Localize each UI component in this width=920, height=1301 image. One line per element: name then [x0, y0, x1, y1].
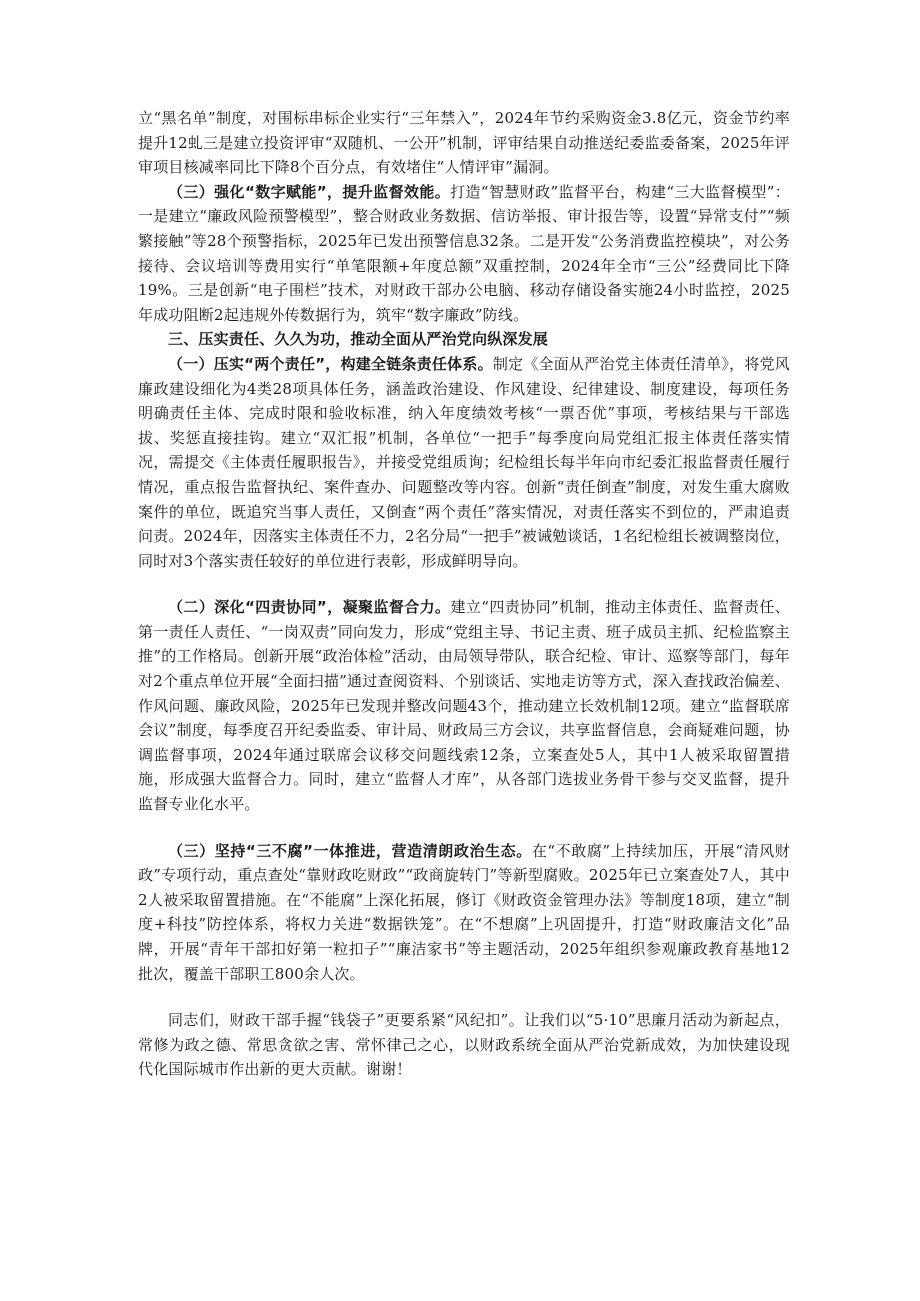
paragraph-body: 打造“智慧财政”监督平台，构建“三大监督模型”：一是建立“廉政风险预警模型”，整合财政业务数据、信访举报、审计报告等，设置“异常支付”“频繁接触”等28个预警指标，2025年已发出预警信息32条。二是开发“公务消费监控模块”，对公务接待、会议培训等费用实行“单笔限额+年度总额”双重控制，2024年全市“三公”经费同比下降19%。三是创新“电子围栏”技术，对财政干部办公电脑、移动存储设备实施24小时监控，2025年成功阻断2起违规外传数据行为，筑牢“数字廉政”防线。 [138, 182, 790, 324]
paragraph-continuation: 立“黑名单”制度，对围标串标企业实行“三年禁入”，2024年节约采购资金3.8亿元，资金节约率提升12虬三是建立投资评审“双随机、一公开”机制，评审结果自动推送纪委监委备案，2025年评审项目核减率同比下降8个百分点，有效堵住“人情评审”漏洞。 [138, 109, 790, 177]
paragraph-body: 制定《全面从严治党主体责任清单》，将党风廉政建设细化为4类28项具体任务，涵盖政治建设、作风建设、纪律建设、制度建设，每项任务明确责任主体、完成时限和验收标准，纳入年度绩效考核“一票否优”事项，考核结果与干部选拔、奖惩直接挂钩。建立“双汇报”机制，各单位“一把手”每季度向局党组汇报主体责任落实情况，需提交《主体责任履职报告》，并接受党组质询；纪检组长每半年向市纪委汇报监督责任履行情况，重点报告监督执纪、案件查办、问题整改等内容。创新“责任倒查”制度，对发生重大腐败案件的单位，既追究当事人责任，又倒查“两个责任”落实情况，对责任落实不到位的，严肃追责问责。2024年，因落实主体责任不力，2名分局“一把手”被诫勉谈话，1名纪检组长被调整岗位，同时对3个落实责任较好的单位进行表彰，形成鲜明导向。 [138, 354, 790, 570]
subheading-four-responsibilities: （二）深化“四责协同”，凝聚监督合力。 [168, 598, 451, 617]
section-heading-3: 三、压实责任、久久为功，推动全面从严治党向纵深发展 [168, 330, 549, 349]
paragraph-two-responsibilities [138, 352, 790, 573]
paragraph-body: 建立“四责协同”机制，推动主体责任、监督责任、第一责任人责任、“一岗双责”同向发力，形成“党组主导、书记主责、班子成员主抓、纪检监察主推”的工作格局。创新开展“政治体检”活动，由局领导带队，联合纪检、审计、巡察等部门，每年对2个重点单位开展“全面扫描”通过查阅资料、个别谈话、实地走访等方式，深入查找政治偏差、作风问题、廉政风险，2025年已发现并整改问题43个，推动建立长效机制12项。建立“监督联席会议”制度，每季度召开纪委监委、审计局、财政局三方会议，共享监督信息，会商疑难问题，协调监督事项，2024年通过联席会议移交问题线索12条，立案查处5人，其中1人被采取留置措施，形成强大监督合力。同时，建立“监督人才库”，从各部门选拔业务骨干参与交叉监督，提升监督专业化水平。 [138, 598, 790, 814]
paragraph-four-responsibilities [138, 595, 790, 816]
document-page [138, 106, 790, 1082]
subheading-digital-empowerment: （三）强化“数字赋能”，提升监督效能。 [168, 182, 451, 201]
paragraph-body: 在“不敢腐”上持续加压，开展“清风财政”专项行动，重点查处“靠财政吃财政”“政商旋转门”等新型腐败。2025年已立案查处7人，其中2人被采取留置措施。在“不能腐”上深化拓展，修订《财政资金管理办法》等制度18项，建立“制度+科技”防控体系，将权力关进“数据铁笼”。在“不想腐”上巩固提升，打造“财政廉洁文化”品牌，开展“青年干部扣好第一粒扣子”“廉洁家书”等主题活动，2025年组织参观廉政教育基地12批次，覆盖干部职工800余人次。 [138, 841, 790, 983]
paragraph-digital-empowerment [138, 180, 790, 328]
subheading-two-responsibilities: （一）压实“两个责任”，构建全链条责任体系。 [168, 354, 493, 373]
paragraph-three-no-corruption [138, 839, 790, 987]
subheading-three-no-corruption: （三）坚持“三不腐”一体推进，营造清朗政治生态。 [168, 841, 532, 860]
paragraph-closing: 同志们，财政干部手握“钱袋子”更要系紧“风纪扣”。让我们以“5·10”思廉月活动为新起点，常修为政之德、常思贪欲之害、常怀律己之心，以财政系统全面从严治党新成效，为加快建设现代化国际城市作出新的更大贡献。谢谢！ [138, 1011, 790, 1079]
